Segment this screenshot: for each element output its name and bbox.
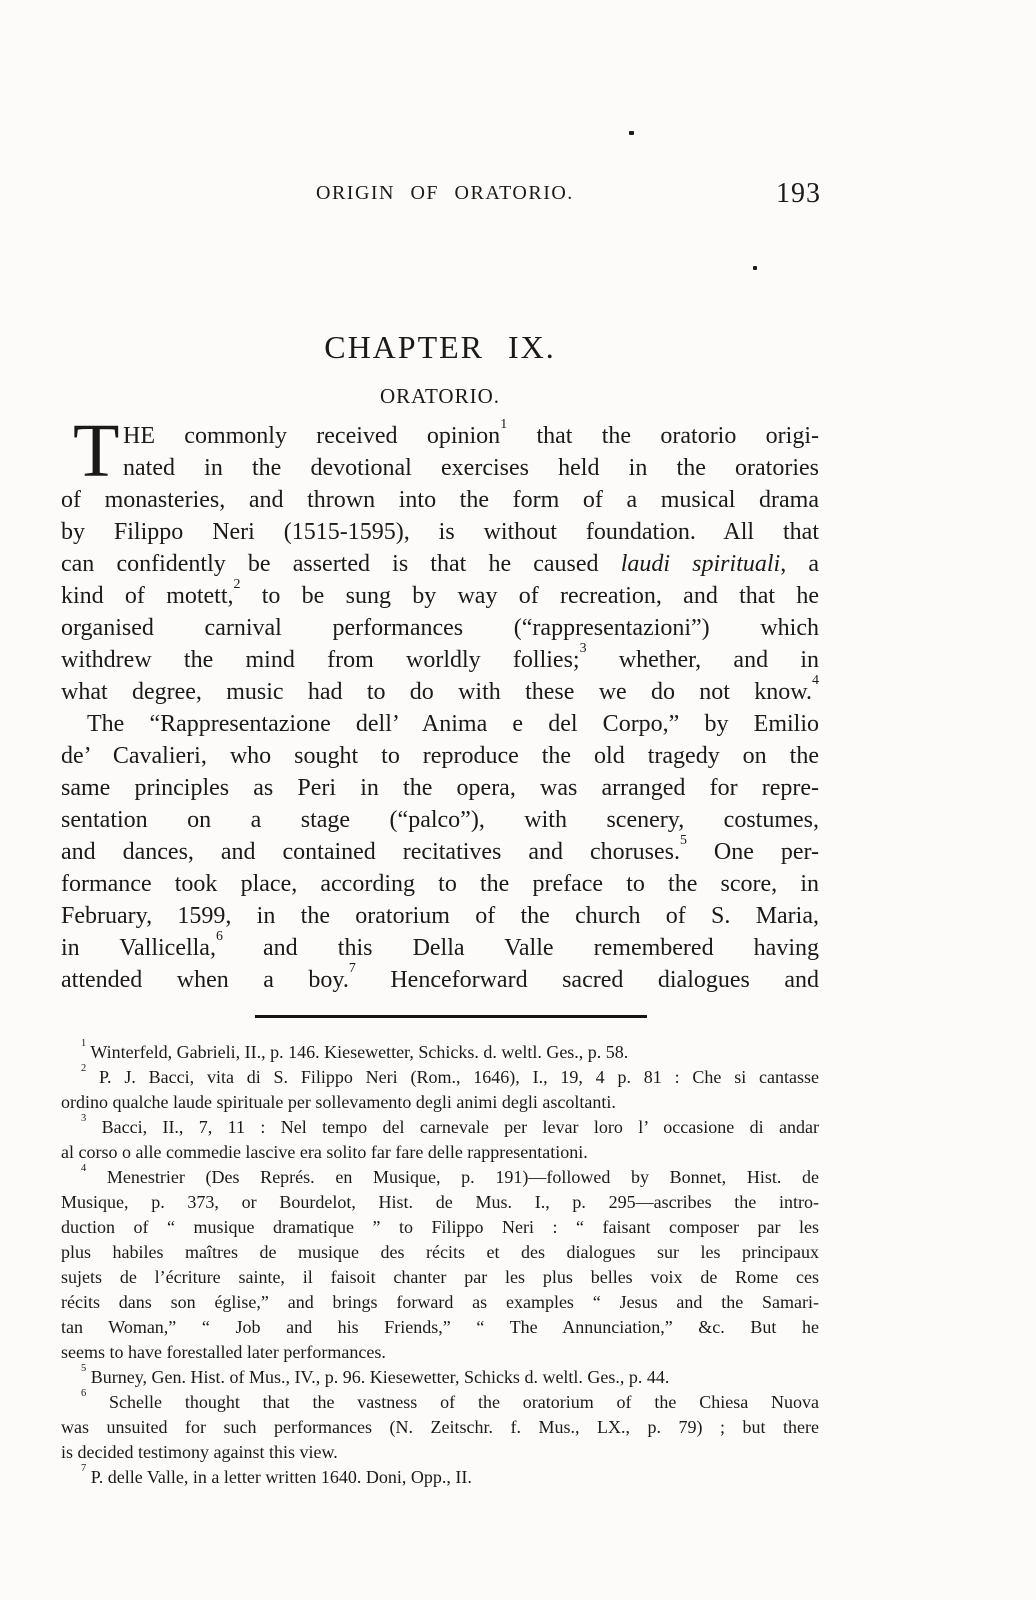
- text-segment: by Filippo Neri (1515-1595), is without foundation. All that: [61, 519, 819, 545]
- text-line: [61, 1140, 819, 1165]
- drop-cap: T: [73, 409, 120, 493]
- footnote-marker: 1: [81, 1038, 87, 1050]
- text-segment: Musique, p. 373, or Bourdelot, Hist. de Mus. I., p. 295—ascribes the intro-: [61, 1192, 819, 1212]
- text-segment: plus habiles maîtres de musique des récits et des dialogues sur les principaux: [61, 1242, 819, 1262]
- text-line: [61, 708, 819, 740]
- text-segment: Henceforward sacred dialogues and: [355, 967, 819, 993]
- text-segment: One per-: [686, 839, 820, 865]
- footnote-marker: 5: [679, 832, 687, 848]
- text-line: [61, 1465, 819, 1490]
- running-title: ORIGIN OF ORATORIO.: [316, 182, 574, 204]
- text-segment: Menestrier (Des Représ. en Musique, p. 191)—followed by Bonnet, Hist. de: [86, 1167, 819, 1187]
- footnote-marker: 4: [812, 672, 819, 688]
- page-number: 193: [776, 178, 821, 209]
- text-line: [61, 1440, 819, 1465]
- footnote-marker: 2: [81, 1063, 87, 1075]
- chapter-subheading: ORATORIO.: [379, 384, 501, 408]
- text-line: [61, 1265, 819, 1290]
- footnotes: [61, 1040, 819, 1490]
- text-line: [61, 1065, 819, 1090]
- text-segment: and this Della Valle remembered having: [222, 935, 819, 961]
- text-segment: Burney, Gen. Hist. of Mus., IV., p. 96. Kiesewetter, Schicks d. weltl. Ges., p. 44.: [86, 1367, 670, 1387]
- text-segment: that the oratorio origi-: [507, 423, 819, 449]
- text-line: [61, 772, 819, 804]
- running-header: [0, 178, 1036, 208]
- text-line: [61, 960, 819, 996]
- text-segment: The “Rappresentazione dell’ Anima e del Corpo,” by Emilio: [87, 711, 819, 737]
- text-segment: al corso o alle commedie lascive era solito far fare delle rappresentationi.: [61, 1142, 588, 1162]
- text-line: [61, 928, 819, 964]
- text-line: [61, 640, 819, 676]
- text-segment: to be sung by way of recreation, and that he: [240, 583, 820, 609]
- footnote-1: [61, 1040, 819, 1065]
- text-segment: récits dans son église,” and brings forward as examples “ Jesus and the Samari-: [61, 1292, 819, 1312]
- paragraph-2: [61, 708, 819, 996]
- text-line: [61, 484, 819, 516]
- footnote-marker: 6: [215, 928, 223, 944]
- footnote-rule: [255, 1015, 647, 1018]
- text-segment: kind of motett,: [61, 583, 234, 609]
- footnote-7: [61, 1465, 819, 1490]
- text-line: [61, 548, 819, 580]
- text-segment: attended when a boy.: [61, 967, 349, 993]
- text-line: [61, 1040, 819, 1065]
- text-segment: seems to have forestalled later performances.: [61, 1342, 386, 1362]
- footnote-3: [61, 1115, 819, 1165]
- text-segment: Schelle thought that the vastness of the oratorium of the Chiesa Nuova: [86, 1392, 819, 1412]
- text-segment: , a: [780, 551, 820, 577]
- text-line: [61, 1240, 819, 1265]
- text-line: [61, 1090, 819, 1115]
- body-text: [61, 409, 820, 996]
- paragraph-1: [61, 409, 820, 708]
- footnote-marker: 1: [500, 416, 508, 432]
- text-segment: HE commonly received opinion: [123, 423, 501, 449]
- footnote-marker: 4: [81, 1163, 87, 1175]
- text-line: [61, 516, 819, 548]
- scan-speck: [753, 266, 757, 270]
- footnote-marker: 3: [81, 1113, 87, 1125]
- text-line: [61, 900, 819, 932]
- text-line: [61, 832, 820, 868]
- text-line: [61, 804, 819, 836]
- text-segment: de’ Cavalieri, who sought to reproduce the old tragedy on the: [61, 743, 819, 769]
- text-line: [61, 1390, 819, 1415]
- text-line: [61, 1165, 819, 1190]
- italic-phrase: laudi spirituali: [620, 551, 781, 577]
- footnote-6: [61, 1390, 819, 1465]
- text-segment: ordino qualche laude spirituale per sollevamento degli animi degli ascoltanti.: [61, 1092, 616, 1112]
- text-segment: Winterfeld, Gabrieli, II., p. 146. Kiesewetter, Schicks. d. weltl. Ges., p. 58.: [86, 1042, 629, 1062]
- text-segment: February, 1599, in the oratorium of the church of S. Maria,: [61, 903, 819, 929]
- text-line: [61, 1215, 819, 1240]
- text-segment: what degree, music had to do with these we do not know.: [61, 679, 813, 705]
- text-line: [61, 1315, 819, 1340]
- text-segment: was unsuited for such performances (N. Zeitschr. f. Mus., LX., p. 79) ; but there: [61, 1417, 819, 1437]
- scan-speck: [629, 131, 634, 135]
- footnote-marker: 7: [81, 1463, 87, 1475]
- footnote-2: [61, 1065, 819, 1115]
- text-segment: of monasteries, and thrown into the form of a musical drama: [61, 487, 819, 513]
- text-segment: is decided testimony against this view.: [61, 1442, 338, 1462]
- text-line: [61, 576, 820, 612]
- text-line: [61, 416, 819, 452]
- text-line: [61, 1290, 819, 1315]
- text-segment: formance took place, according to the preface to the score, in: [61, 871, 819, 897]
- footnote-5: [61, 1365, 819, 1390]
- text-segment: P. delle Valle, in a letter written 1640. Doni, Opp., II.: [86, 1467, 472, 1487]
- text-segment: can confidently be asserted is that he caused: [61, 551, 621, 577]
- text-segment: and dances, and contained recitatives and choruses.: [61, 839, 680, 865]
- footnote-marker: 5: [81, 1363, 87, 1375]
- text-line: [61, 1190, 819, 1215]
- text-segment: Bacci, II., 7, 11 : Nel tempo del carnevale per levar loro l’ occasione di andar: [86, 1117, 819, 1137]
- text-line: [61, 1340, 819, 1365]
- text-segment: tan Woman,” “ Job and his Friends,” “ The Annunciation,” &c. But he: [61, 1317, 819, 1337]
- text-line: [61, 672, 819, 708]
- text-segment: same principles as Peri in the opera, was arranged for repre-: [61, 775, 819, 801]
- text-segment: organised carnival performances (“rappresentazioni”) which: [61, 615, 819, 641]
- text-line: [61, 740, 819, 772]
- text-segment: P. J. Bacci, vita di S. Filippo Neri (Rom., 1646), I., 19, 4 p. 81 : Che si cantasse: [86, 1067, 819, 1087]
- footnote-marker: 2: [233, 576, 241, 592]
- text-segment: whether, and in: [586, 647, 819, 673]
- text-line: [61, 1415, 819, 1440]
- footnote-4: [61, 1165, 819, 1365]
- text-segment: duction of “ musique dramatique ” to Filippo Neri : “ faisant composer par les: [61, 1217, 819, 1237]
- text-line: [61, 612, 819, 644]
- text-segment: withdrew the mind from worldly follies;: [61, 647, 580, 673]
- chapter-heading: CHAPTER IX.: [324, 329, 556, 365]
- text-segment: nated in the devotional exercises held in the oratories: [123, 455, 819, 481]
- footnote-marker: 3: [579, 640, 587, 656]
- text-line: [61, 1115, 819, 1140]
- text-segment: sentation on a stage (“palco”), with scenery, costumes,: [61, 807, 819, 833]
- text-line: [61, 1365, 819, 1390]
- text-segment: in Vallicella,: [61, 935, 216, 961]
- text-line: [61, 868, 819, 900]
- footnote-marker: 6: [81, 1388, 87, 1400]
- text-segment: sujets de l’écriture sainte, il faisoit chanter par les plus belles voix de Rome ces: [61, 1267, 819, 1287]
- footnote-marker: 7: [348, 960, 356, 976]
- text-line: [61, 452, 819, 484]
